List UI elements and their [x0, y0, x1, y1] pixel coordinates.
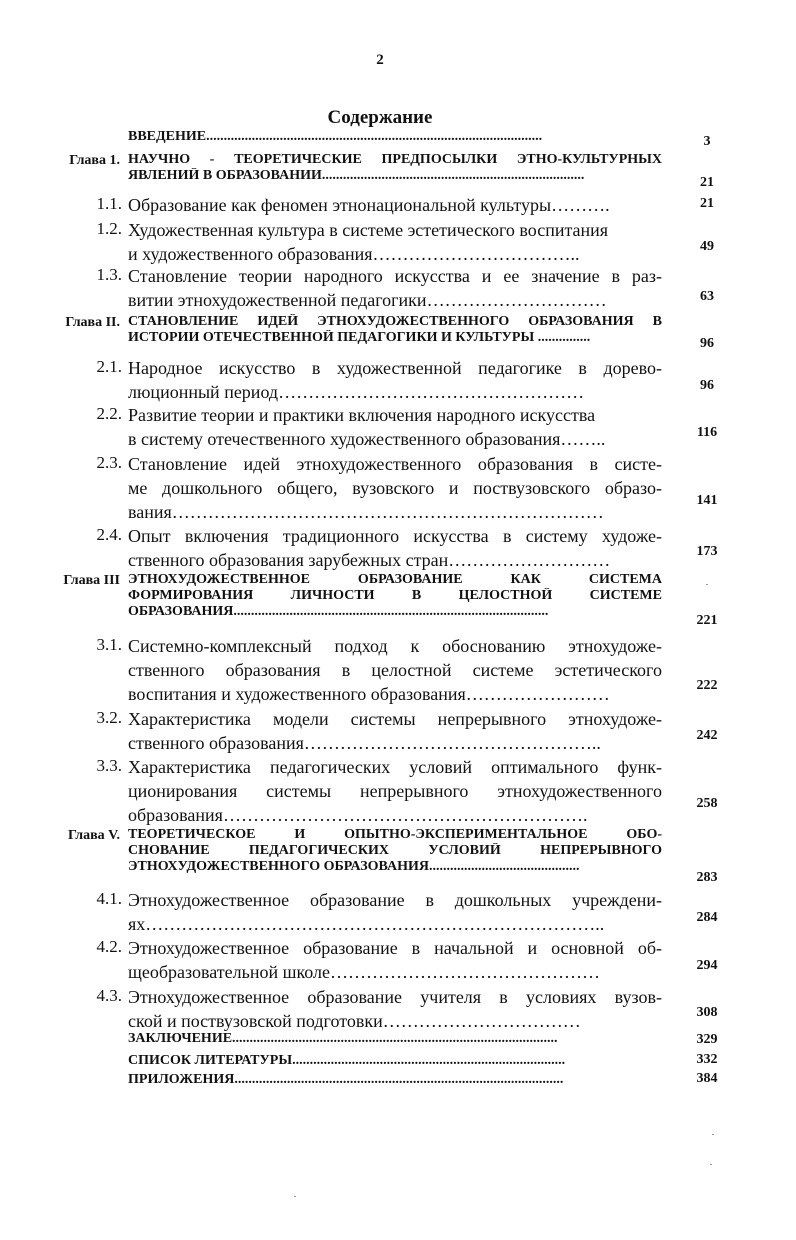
- page-ref: 332: [696, 1052, 718, 1067]
- page-ref: 329: [696, 1032, 718, 1047]
- section-number: 4.3.: [96, 986, 122, 1005]
- entry-line: ЯВЛЕНИЙ В ОБРАЗОВАНИИ...........................................................................: [128, 168, 585, 183]
- page-ref: 284: [696, 910, 718, 925]
- section-number: 1.1.: [96, 194, 122, 213]
- entry-text: [128, 888, 662, 936]
- entry-line: ственного образования зарубежных стран………………………: [128, 550, 611, 570]
- entry-line: витии этнохудожественной педагогики…………………………: [128, 290, 607, 310]
- chapter-label: Глава III: [63, 573, 120, 588]
- entry-text: [128, 356, 662, 404]
- entry-line: Становление идей этнохудожественного образования в систе-: [128, 454, 662, 474]
- section-number: 3.3.: [96, 756, 122, 775]
- entry-text: [128, 634, 662, 706]
- entry-text: [128, 1072, 662, 1088]
- page-ref: 221: [696, 613, 718, 628]
- entry-line: ФОРМИРОВАНИЯ ЛИЧНОСТИ В ЦЕЛОСТНОЙ СИСТЕМЕ: [128, 588, 662, 603]
- page-ref: 283: [696, 870, 718, 885]
- page-ref: 258: [696, 796, 718, 811]
- page-ref: 49: [700, 239, 714, 254]
- section-number: 3.2.: [96, 708, 122, 727]
- entry-text: [128, 314, 662, 346]
- entry-line: Этнохудожественное образование учителя в условиях вузов-: [128, 987, 662, 1007]
- entry-text: [128, 193, 662, 217]
- scan-speck: [710, 1164, 712, 1165]
- entry-text: [128, 755, 662, 827]
- entry-line: Характеристика педагогических условий оптимального функ-: [128, 757, 662, 777]
- entry-line: щеобразовательной школе………………………………………: [128, 962, 601, 982]
- scan-speck: [294, 1196, 296, 1197]
- entry-line: СТАНОВЛЕНИЕ ИДЕЙ ЭТНОХУДОЖЕСТВЕННОГО ОБРАЗОВАНИЯ В: [128, 314, 662, 329]
- entry-line: Этнохудожественное образование в начальной и основной об-: [128, 938, 662, 958]
- entry-line: ционирования системы непрерывного этнохудожественного: [128, 781, 662, 801]
- entry-line: ВВЕДЕНИЕ................................................................................................: [128, 129, 543, 144]
- entry-text: [128, 129, 662, 145]
- entry-text: [128, 264, 662, 312]
- entry-line: ях…………………………………………………………………..: [128, 914, 605, 934]
- entry-line: и художественного образования……………………………..: [128, 244, 580, 264]
- entry-text: [128, 403, 662, 451]
- section-number: 2.2.: [96, 404, 122, 423]
- entry-line: ственного образования в целостной системе эстетического: [128, 660, 662, 680]
- section-number: 1.2.: [96, 219, 122, 238]
- entry-line: ме дошкольного общего, вузовского и поствузовского образо-: [128, 478, 662, 498]
- entry-text: [128, 1053, 662, 1069]
- chapter-label: Глава V.: [67, 828, 120, 843]
- entry-line: СНОВАНИЕ ПЕДАГОГИЧЕСКИХ УСЛОВИЙ НЕПРЕРЫВНОГО: [128, 843, 662, 858]
- page-ref: 96: [700, 336, 714, 351]
- entry-text: [128, 524, 662, 572]
- entry-text: [128, 707, 662, 755]
- chapter-label: Глава II.: [65, 315, 120, 330]
- page-ref: 242: [696, 728, 718, 743]
- section-number: 4.2.: [96, 937, 122, 956]
- section-number: 3.1.: [96, 635, 122, 654]
- section-number: 2.4.: [96, 525, 122, 544]
- entry-line: ственного образования…………………………………………..: [128, 733, 601, 753]
- section-number: 2.3.: [96, 453, 122, 472]
- entry-line: ской и поствузовской подготовки……………………………: [128, 1011, 581, 1031]
- page-title: Содержание: [327, 107, 433, 128]
- entry-line: ЗАКЛЮЧЕНИЕ.............................................................................................: [128, 1031, 558, 1046]
- entry-line: ЭТНОХУДОЖЕСТВЕННОЕ ОБРАЗОВАНИЕ КАК СИСТЕМА: [128, 572, 662, 587]
- section-number: 1.3.: [96, 265, 122, 284]
- entry-line: образования…………………………………………………….: [128, 805, 588, 825]
- page-number: 2: [376, 52, 384, 68]
- section-number: 4.1.: [96, 889, 122, 908]
- page-ref: 63: [700, 289, 714, 304]
- entry-line: Народное искусство в художественной педагогике в дорево-: [128, 358, 662, 378]
- entry-text: [128, 152, 662, 184]
- scan-speck: [706, 584, 708, 585]
- entry-line: вания………………………………………………………………: [128, 502, 604, 522]
- entry-line: Развитие теории и практики включения народного искусства: [128, 405, 596, 425]
- entry-text: [128, 827, 662, 875]
- entry-line: Образование как феномен этнонациональной культуры……….: [128, 195, 610, 215]
- chapter-label: Глава 1.: [69, 153, 120, 168]
- entry-line: Этнохудожественное образование в дошкольных учреждени-: [128, 890, 662, 910]
- entry-text: [128, 572, 662, 620]
- entry-line: НАУЧНО - ТЕОРЕТИЧЕСКИЕ ПРЕДПОСЫЛКИ ЭТНО-КУЛЬТУРНЫХ: [128, 152, 662, 167]
- page-ref: 116: [696, 425, 718, 440]
- entry-line: Становление теории народного искусства и ее значение в раз-: [128, 266, 662, 286]
- entry-line: ОБРАЗОВАНИЯ..........................................................................................: [128, 604, 549, 619]
- entry-line: ТЕОРЕТИЧЕСКОЕ И ОПЫТНО-ЭКСПЕРИМЕНТАЛЬНОЕ ОБО-: [128, 827, 662, 842]
- page-ref: 3: [703, 134, 711, 149]
- entry-line: Художественная культура в системе эстетического воспитания: [128, 220, 609, 240]
- entry-line: люционный период……………………………………………: [128, 382, 585, 402]
- entry-text: [128, 985, 662, 1033]
- page-ref: 141: [696, 493, 718, 508]
- entry-line: ИСТОРИИ ОТЕЧЕСТВЕННОЙ ПЕДАГОГИКИ И КУЛЬТУРЫ ...............: [128, 330, 591, 345]
- page-ref: 21: [700, 175, 714, 190]
- scan-speck: [712, 1134, 714, 1135]
- page-ref: 294: [696, 958, 718, 973]
- page-ref: 384: [696, 1071, 718, 1086]
- entry-line: ПРИЛОЖЕНИЯ..............................................................................................: [128, 1072, 564, 1087]
- page-ref: 96: [700, 378, 714, 393]
- page-ref: 308: [696, 1005, 718, 1020]
- entry-line: воспитания и художественного образования……………………: [128, 684, 610, 704]
- page-ref: 222: [696, 678, 718, 693]
- entry-line: Опыт включения традиционного искусства в систему художе-: [128, 526, 662, 546]
- entry-text: [128, 936, 662, 984]
- entry-line: ЭТНОХУДОЖЕСТВЕННОГО ОБРАЗОВАНИЯ...........................................: [128, 859, 580, 874]
- entry-line: в систему отечественного художественного образования……..: [128, 429, 606, 449]
- page-ref: 173: [696, 544, 718, 559]
- entry-text: [128, 1031, 662, 1047]
- page-ref: 21: [700, 196, 714, 211]
- entry-line: Характеристика модели системы непрерывного этнохудоже-: [128, 709, 662, 729]
- entry-line: Системно-комплексный подход к обоснованию этнохудоже-: [128, 636, 662, 656]
- section-number: 2.1.: [96, 357, 122, 376]
- entry-line: СПИСОК ЛИТЕРАТУРЫ..............................................................................: [128, 1053, 566, 1068]
- entry-text: [128, 218, 662, 266]
- entry-text: [128, 452, 662, 524]
